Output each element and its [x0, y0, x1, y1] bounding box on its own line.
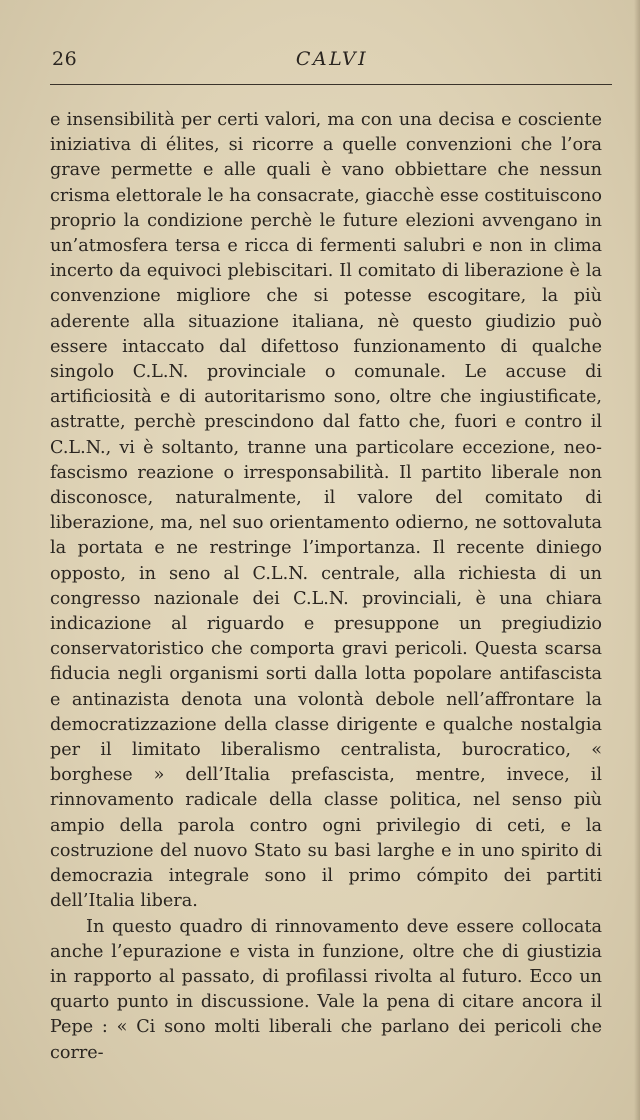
paragraph-2: In questo quadro di rinnovamento deve essere collocata anche l’epurazione e vista in funzione, oltre che di giustizia in rapporto al passato, di profilassi rivolta al futuro. Ecco un quarto punto in discussione. Vale la pena di citare ancora il Pepe : « Ci sono molti liberali che parlano dei pericoli che corre-	[50, 916, 602, 1063]
running-head-title: CALVI	[295, 48, 369, 70]
page-edge-shadow	[634, 0, 640, 1120]
header-rule	[50, 84, 612, 85]
body-text	[50, 108, 602, 1066]
paragraph-1: e insensibilità per certi valori, ma con una decisa e cosciente iniziativa di élites, si ricorre a quelle convenzioni che l’ora grave permette e alle quali è vano obbiettare che nessun crisma elettorale le ha consacrate, giacchè esse costituiscono proprio la condizione perchè le future elezioni avvengano in un’atmosfera tersa e ricca di fermenti salubri e non in clima incerto da equivoci plebiscitari. Il comitato di liberazione è la convenzione migliore che si potesse escogitare, la più aderente alla situazione italiana, nè questo giudizio può essere intaccato dal difettoso funzionamento di qualche singolo C.L.N. provinciale o comunale. Le accuse di artificiosità e di autoritarismo sono, oltre che ingiustificate, astratte, perchè prescindono dal fatto che, fuori e contro il C.L.N., vi è soltanto, tranne una particolare eccezione, neo-fascismo reazione o irresponsabilità. Il partito liberale non disconosce, naturalmente, il valore del comitato di liberazione, ma, nel suo orientamento odierno, ne sottovaluta la portata e ne restringe l’importanza. Il recente diniego opposto, in seno al C.L.N. centrale, alla richiesta di un congresso nazionale dei C.L.N. provinciali, è una chiara indicazione al riguardo e presuppone un pregiudizio conservatoristico che comporta gravi pericoli. Questa scarsa fiducia negli organismi sorti dalla lotta popolare antifascista e antinazista denota una volontà debole nell’affrontare la democratizzazione della classe dirigente e qualche nostalgia per il limitato liberalismo centralista, burocratico, « borghese » dell’Italia prefascista, mentre, invece, il rinnovamento radicale della classe politica, nel senso più ampio della parola contro ogni privilegio di ceti, e la costruzione del nuovo Stato su basi larghe e in uno spirito di democrazia integrale sono il primo cómpito dei partiti dell’Italia libera.	[50, 110, 602, 912]
page-header	[52, 48, 612, 78]
page-number: 26	[52, 48, 78, 70]
